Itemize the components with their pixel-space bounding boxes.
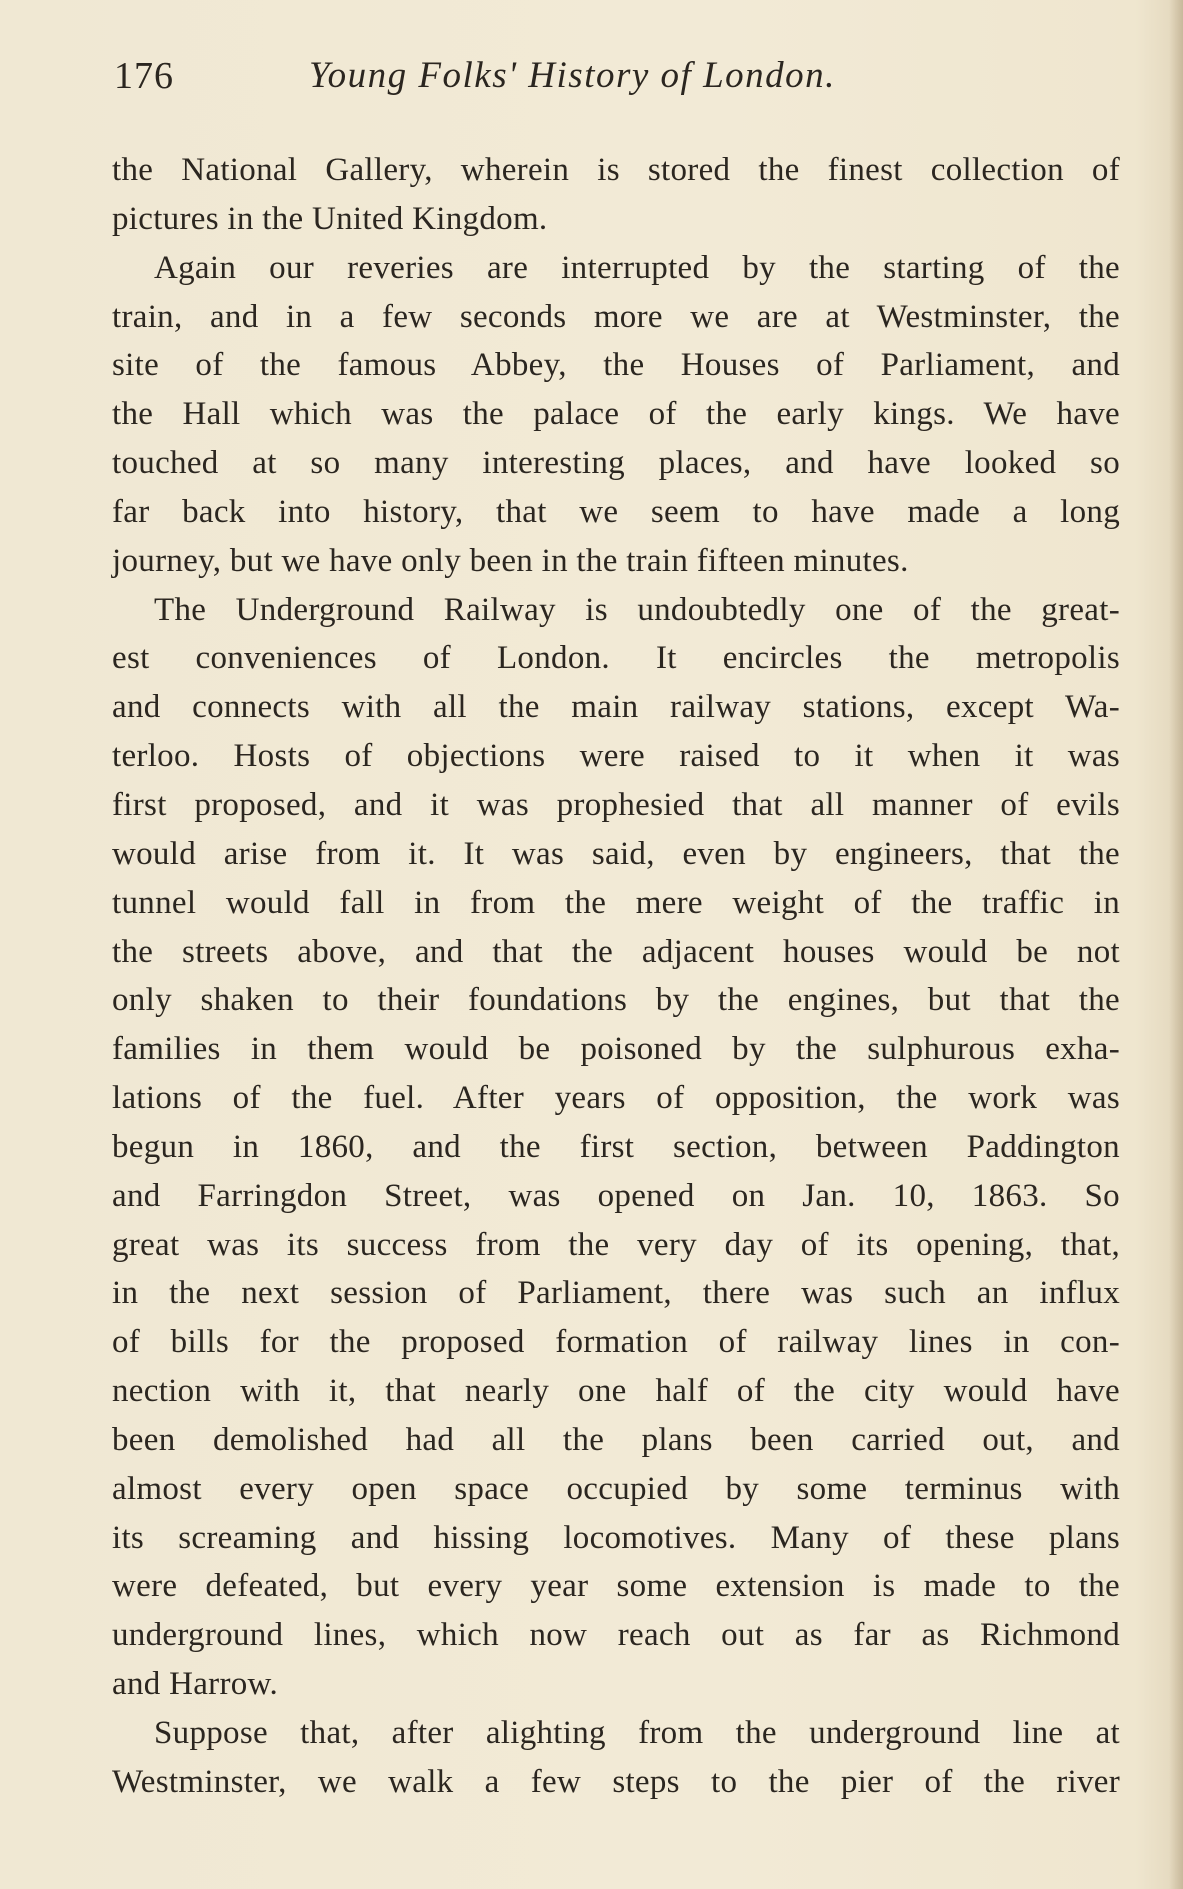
page-edge-shadow — [1169, 0, 1183, 1889]
running-title: Young Folks' History of London. — [309, 55, 836, 96]
text-line: far back into history, that we seem to have made a long — [112, 493, 1120, 530]
text-line: the Hall which was the palace of the early kings. We have — [112, 396, 1120, 433]
text-line: its screaming and hissing locomotives. Many of these plans — [112, 1519, 1120, 1556]
text-line: underground lines, which now reach out as far as Richmond — [112, 1617, 1120, 1654]
text-line: Westminster, we walk a few steps to the pier of the river — [112, 1763, 1120, 1800]
text-line: Again our reveries are interrupted by the starting of the — [154, 249, 1120, 286]
text-line: site of the famous Abbey, the Houses of Parliament, and — [112, 347, 1120, 384]
text-line: journey, but we have only been in the train fifteen minutes. — [112, 542, 909, 579]
text-line: Suppose that, after alighting from the underground line at — [154, 1715, 1120, 1751]
text-line: the streets above, and that the adjacent houses would be not — [112, 933, 1120, 970]
text-line: of bills for the proposed formation of railway lines in con- — [112, 1324, 1120, 1361]
text-line: The Underground Railway is undoubtedly one of the great- — [154, 591, 1120, 628]
text-line: only shaken to their foundations by the engines, but that the — [112, 982, 1120, 1019]
text-line: begun in 1860, and the first section, between Paddington — [112, 1128, 1120, 1165]
text-line: and Farringdon Street, was opened on Jan. 10, 1863. So — [112, 1177, 1120, 1214]
text-line: touched at so many interesting places, and have looked so — [112, 445, 1120, 482]
text-line: nection with it, that nearly one half of the city would have — [112, 1373, 1120, 1410]
text-line: terloo. Hosts of objections were raised to it when it was — [112, 738, 1120, 775]
text-line: almost every open space occupied by some terminus with — [112, 1470, 1120, 1507]
text-line: great was its success from the very day of its opening, that, — [112, 1226, 1120, 1263]
running-header — [114, 50, 934, 110]
text-line: and Harrow. — [112, 1666, 279, 1703]
page-number: 176 — [114, 55, 174, 97]
text-line: the National Gallery, wherein is stored the finest collection of — [112, 152, 1120, 188]
text-line: would arise from it. It was said, even by engineers, that the — [112, 835, 1120, 872]
text-line: pictures in the United Kingdom. — [112, 200, 548, 237]
text-line: tunnel would fall in from the mere weight of the traffic in — [112, 884, 1120, 921]
text-line: lations of the fuel. After years of opposition, the work was — [112, 1080, 1120, 1117]
text-line: train, and in a few seconds more we are at Westminster, the — [112, 298, 1120, 335]
body-text — [112, 146, 1120, 1807]
text-line: first proposed, and it was prophesied that all manner of evils — [112, 786, 1120, 823]
text-line: families in them would be poisoned by the sulphurous exha- — [112, 1031, 1120, 1068]
text-line: been demolished had all the plans been carried out, and — [112, 1421, 1120, 1458]
text-line: and connects with all the main railway stations, except Wa- — [112, 689, 1120, 726]
text-line: in the next session of Parliament, there was such an influx — [112, 1275, 1120, 1312]
text-line: est conveniences of London. It encircles the metropolis — [112, 640, 1120, 677]
text-line: were defeated, but every year some extension is made to the — [112, 1568, 1120, 1605]
